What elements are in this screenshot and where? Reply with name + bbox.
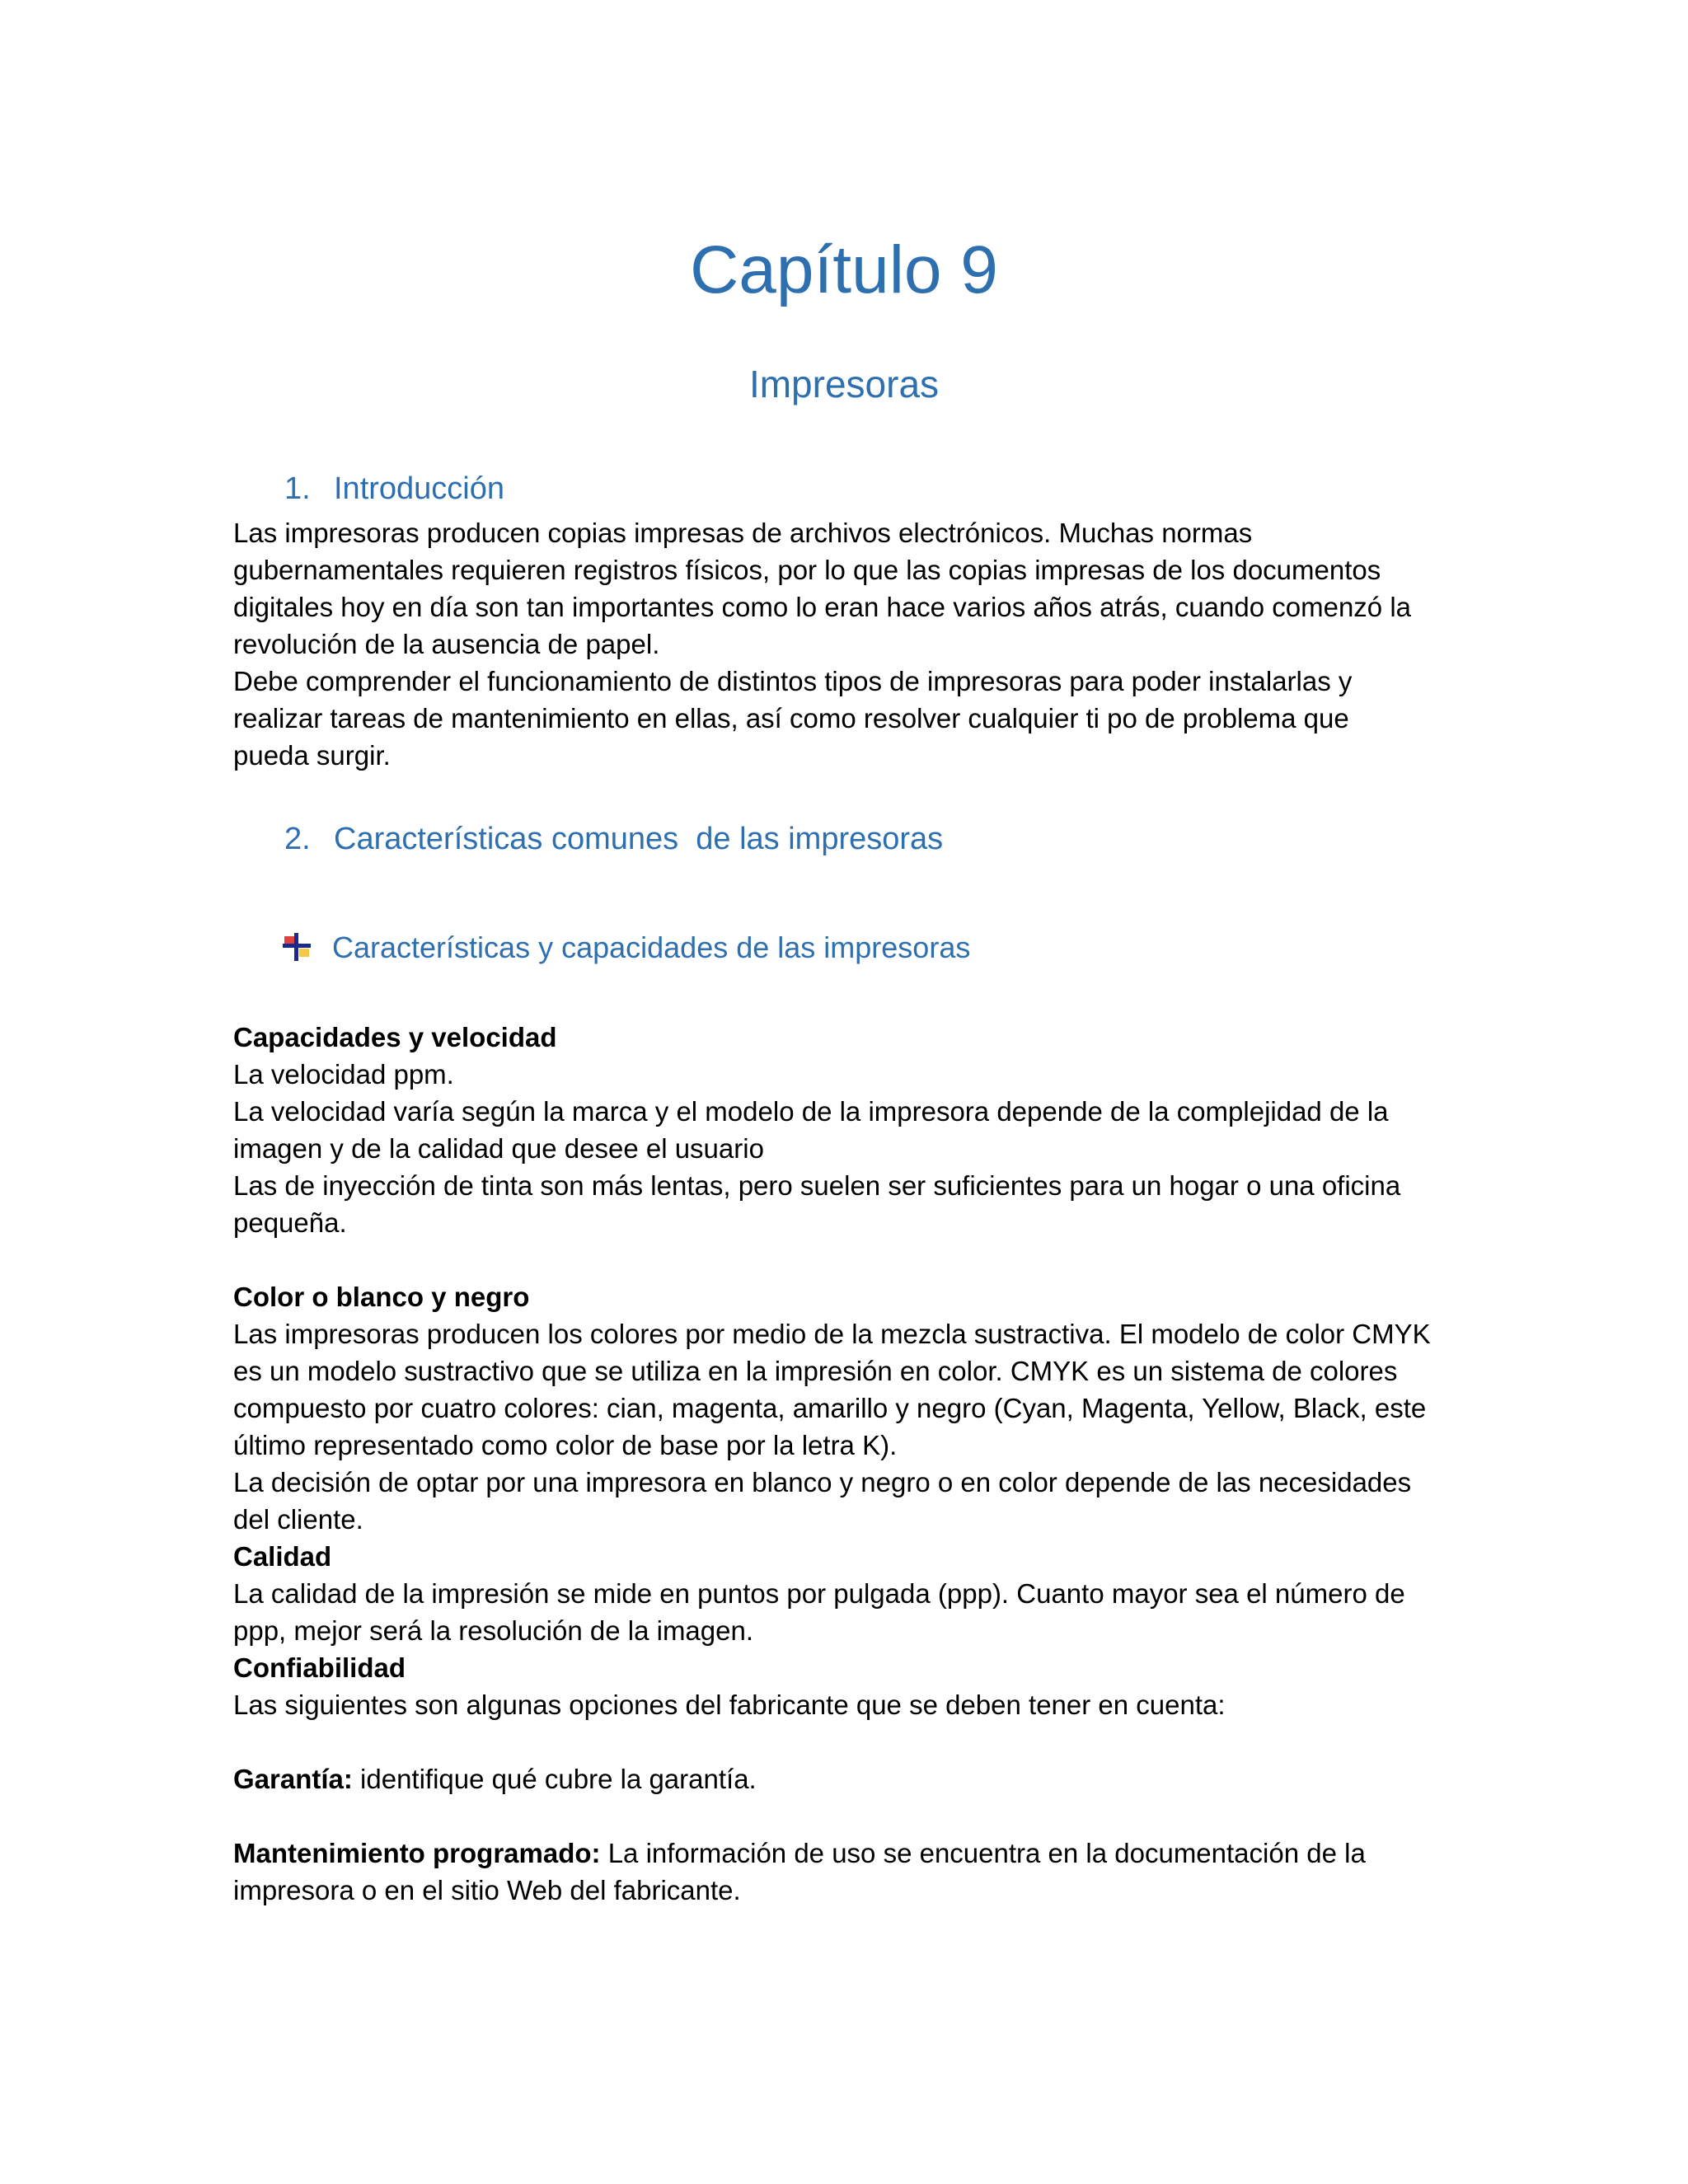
chapter-title: Capítulo 9 (690, 232, 998, 307)
section-heading-caracteristicas (284, 818, 943, 860)
text-line: del cliente. (233, 1504, 363, 1535)
heading-calidad: Calidad (233, 1541, 332, 1572)
section-heading-introduccion (284, 468, 504, 509)
main-content (233, 1019, 1470, 1909)
text-line: La decisión de optar por una impresora en blanco y negro o en color depende de las necesidades (233, 1467, 1412, 1497)
text-line: compuesto por cuatro colores: cian, magenta, amarillo y negro (Cyan, Magenta, Yellow, Black, este (233, 1393, 1427, 1423)
text-line: imagen y de la calidad que desee el usuario (233, 1133, 764, 1164)
subsection-title: Características y capacidades de las impresoras (332, 930, 971, 964)
text-line: Las impresoras producen copias impresas de archivos electrónicos. Muchas normas (233, 518, 1253, 548)
text-line: Las siguientes son algunas opciones del fabricante que se deben tener en cuenta: (233, 1690, 1226, 1720)
text-line: impresora o en el sitio Web del fabricante. (233, 1875, 741, 1905)
heading-color: Color o blanco y negro (233, 1282, 530, 1312)
heading-capacidades: Capacidades y velocidad (233, 1022, 557, 1052)
section-number: 1. (284, 471, 311, 506)
section-number: 2. (284, 822, 311, 856)
text-line: ppp, mejor será la resolución de la imagen. (233, 1615, 754, 1646)
text-line: La calidad de la impresión se mide en puntos por pulgada (ppp). Cuanto mayor sea el número de (233, 1578, 1405, 1609)
bullet-cross-icon (283, 933, 311, 961)
text-line: es un modelo sustractivo que se utiliza en la impresión en color. CMYK es un sistema de colores (233, 1356, 1398, 1386)
text-line: último representado como color de base por la letra K). (233, 1430, 898, 1460)
mantenimiento-line (233, 1835, 1470, 1872)
text-line: pequeña. (233, 1207, 347, 1238)
section-title: Introducción (334, 471, 505, 506)
text-line: Debe comprender el funcionamiento de distintos tipos de impresoras para poder instalarlas y (233, 666, 1353, 696)
text-line: La velocidad varía según la marca y el modelo de la impresora depende de la complejidad de la (233, 1096, 1389, 1127)
text-line: revolución de la ausencia de papel. (233, 629, 660, 659)
text-line: Las de inyección de tinta son más lentas, pero suelen ser suficientes para un hogar o una oficina (233, 1170, 1401, 1201)
text-line: realizar tareas de mantenimiento en ellas, así como resolver cualquier ti po de problema que (233, 703, 1349, 733)
text-line: La velocidad ppm. (233, 1059, 454, 1090)
mantenimiento-text: La información de uso se encuentra en la documentación de la (600, 1838, 1366, 1868)
text-line: Las impresoras producen los colores por medio de la mezcla sustractiva. El modelo de color CMYK (233, 1319, 1431, 1349)
intro-paragraph (233, 514, 1470, 774)
text-line: pueda surgir. (233, 740, 391, 771)
text-line: digitales hoy en día son tan importantes como lo eran hace varios años atrás, cuando comenzó la (233, 592, 1412, 622)
garantia-label: Garantía: (233, 1764, 353, 1794)
garantia-line (233, 1760, 1470, 1797)
mantenimiento-label: Mantenimiento programado: (233, 1838, 601, 1868)
subsection-heading (283, 927, 970, 968)
text-line: gubernamentales requieren registros físicos, por lo que las copias impresas de los documentos (233, 555, 1381, 585)
garantia-text: identifique qué cubre la garantía. (352, 1764, 757, 1794)
heading-confiabilidad: Confiabilidad (233, 1652, 406, 1683)
section-title: Características comunes de las impresoras (334, 822, 944, 856)
chapter-subtitle: Impresoras (748, 363, 940, 405)
